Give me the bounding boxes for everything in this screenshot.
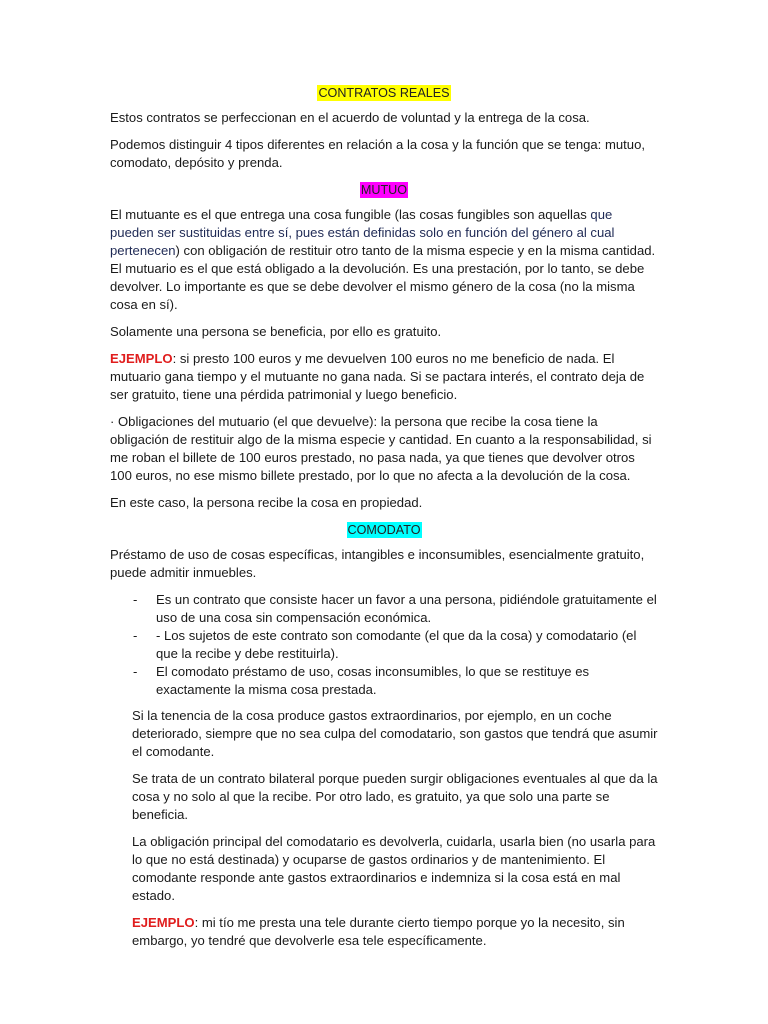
list-item-text: - Los sujetos de este contrato son comodante (el que da la cosa) y comodatario (el que la recibe y debe restituirla). [156,628,637,661]
doc-title: CONTRATOS REALES [318,86,450,100]
mutuo-p1-end: ) con obligación de restituir otro tanto de la misma especie y en la misma cantidad. El mutuario es el que está obligado a la devolución. Es una prestación, por lo tanto, se debe devolver. Lo importante es que se debe devolver el mismo género de la cosa (no la misma cosa en sí). [110,243,656,312]
mutuo-example [110,350,658,404]
comodato-bullet-list [110,591,658,699]
list-item [110,663,658,699]
comodato-example-text: : mi tío me presta una tele durante cierto tiempo porque yo la necesito, sin embargo, yo tendré que devolverle esa tele específicamente. [132,915,625,948]
list-item [110,627,658,663]
comodato-paragraph-4: La obligación principal del comodatario es devolverla, cuidarla, usarla bien (no usarla para lo que no está destinada) y ocuparse de gastos ordinarios y de mantenimiento. El comodante responde ante gastos extraordinarios e indemniza si la cosa está en mal estado. [132,834,656,903]
mutuo-heading: MUTUO [360,183,408,197]
bullet-dash: - [133,628,138,643]
mutuo-heading-row [110,181,658,199]
list-item-text: Es un contrato que consiste hacer un favor a una persona, pidiéndole gratuitamente el uso de una cosa sin compensación económica. [156,592,657,625]
comodato-heading-row [110,521,658,539]
comodato-paragraph-3: Se trata de un contrato bilateral porque pueden surgir obligaciones eventuales al que da la cosa y no solo al que la recibe. Por otro lado, es gratuito, ya que solo una parte se beneficia. [132,771,658,822]
mutuo-example-label: EJEMPLO [110,351,173,366]
mutuo-paragraph-1 [110,206,658,314]
comodato-example [110,914,658,950]
mutuo-p1-start: El mutuante es el que entrega una cosa fungible (las cosas fungibles son aquellas [110,207,591,222]
comodato-example-label: EJEMPLO [132,915,195,930]
mutuo-example-text: : si presto 100 euros y me devuelven 100 euros no me beneficio de nada. El mutuario gana tiempo y el mutuante no gana nada. Si se pactara interés, el contrato deja de ser gratuito, tiene una pérdida patrimonial y luego beneficio. [110,351,645,402]
mutuo-paragraph-4: En este caso, la persona recibe la cosa en propiedad. [110,495,423,510]
list-item-text: El comodato préstamo de uso, cosas inconsumibles, lo que se restituye es exactamente la misma cosa prestada. [156,664,590,697]
title-row [110,84,658,102]
mutuo-paragraph-3: · Obligaciones del mutuario (el que devuelve): la persona que recibe la cosa tiene la obligación de restituir algo de la misma especie y cantidad. En cuanto a la responsabilidad, si me roban el billete de 100 euros prestado, no pasa nada, ya que tienes que devolver otros 100 euros, no ese mismo billete prestado, por lo que no afecta a la devolución de la cosa. [110,414,652,483]
bullet-dash: - [133,664,138,679]
document-body [110,84,658,959]
comodato-paragraph-2: Si la tenencia de la cosa produce gastos extraordinarios, por ejemplo, en un coche deteriorado, siempre que no sea culpa del comodatario, son gastos que tendrá que asumir el comodante. [132,708,658,759]
bullet-dash: - [133,592,138,607]
comodato-heading: COMODATO [347,523,421,537]
mutuo-p1-highlight: que pueden ser sustituidas entre sí, pues están definidas solo en función del género al cual pertenecen [110,207,615,258]
intro-paragraph-1: Estos contratos se perfeccionan en el acuerdo de voluntad y la entrega de la cosa. [110,110,590,125]
mutuo-paragraph-2: Solamente una persona se beneficia, por ello es gratuito. [110,324,442,339]
list-item [110,591,658,627]
intro-paragraph-2: Podemos distinguir 4 tipos diferentes en relación a la cosa y la función que se tenga: mutuo, comodato, depósito y prenda. [110,137,645,170]
comodato-paragraph-1: Préstamo de uso de cosas específicas, intangibles e inconsumibles, esencialmente gratuito, puede admitir inmuebles. [110,547,645,580]
